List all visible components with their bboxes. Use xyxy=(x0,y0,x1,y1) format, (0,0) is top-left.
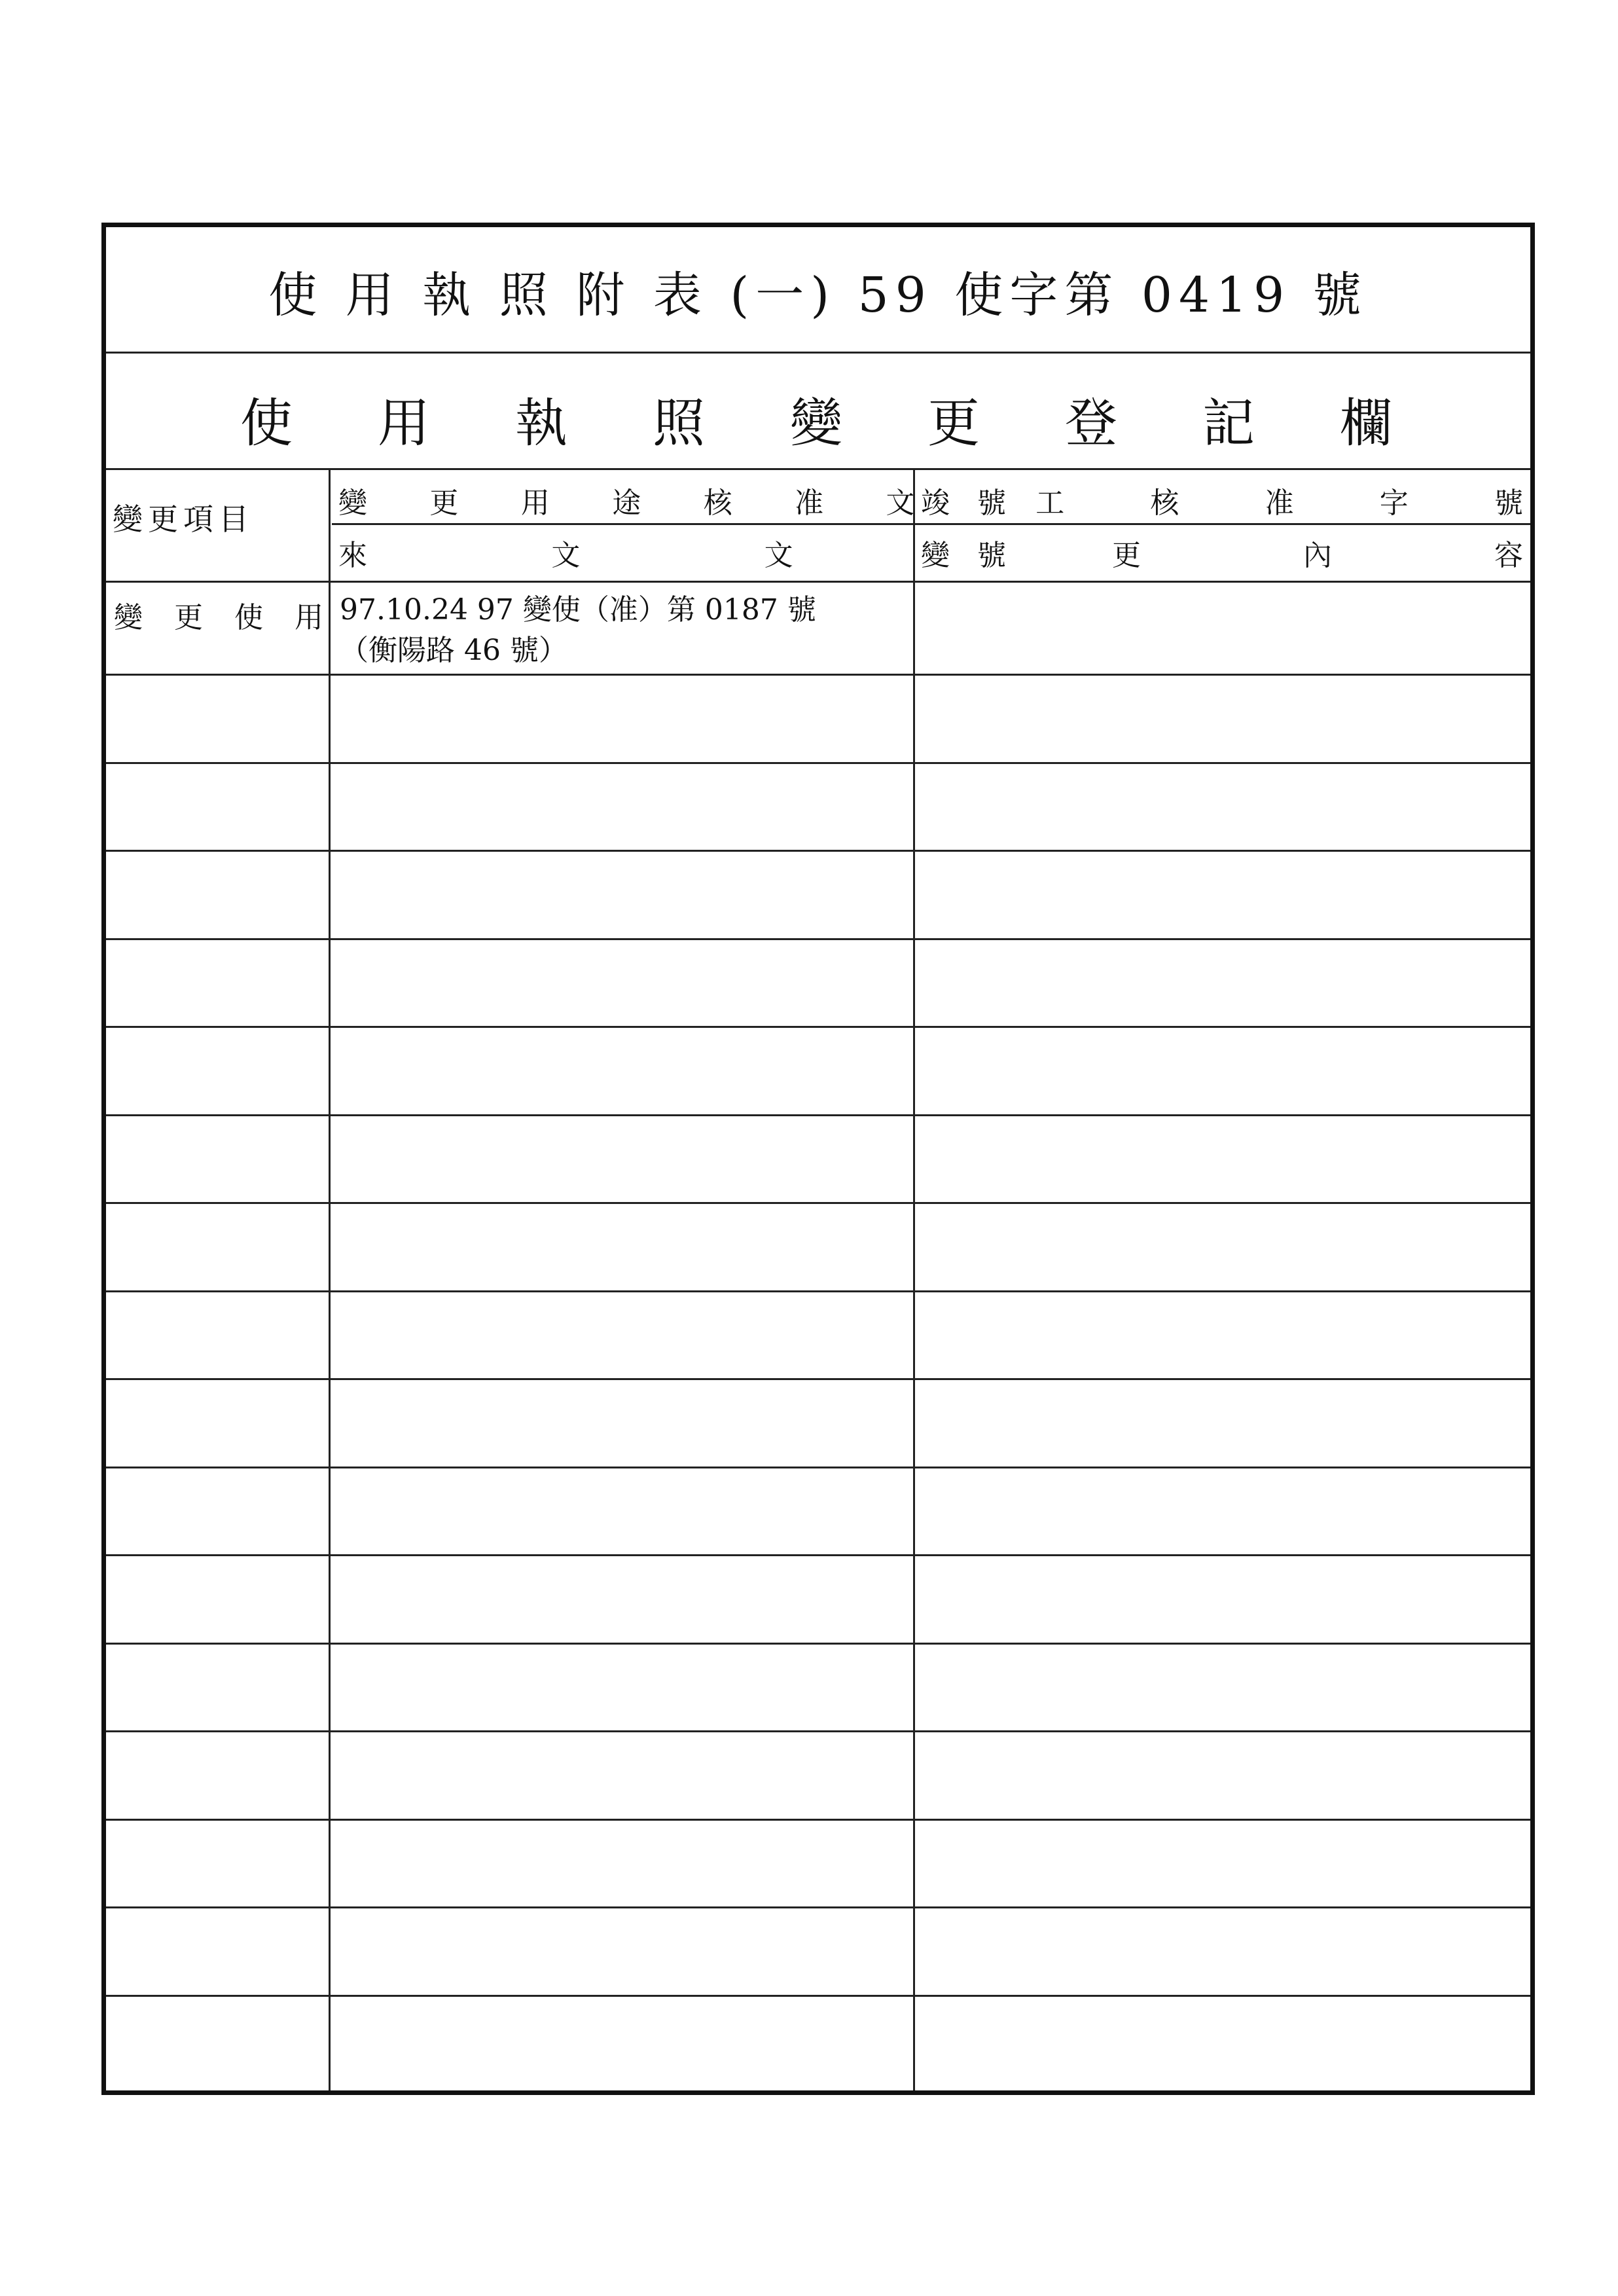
header-char: 來 xyxy=(338,539,367,572)
header-char: 用 xyxy=(520,486,550,520)
column-divider-1 xyxy=(329,468,331,2090)
row-line xyxy=(106,1026,1530,1028)
column-header-completion-approval-number xyxy=(921,479,1523,521)
header-char: 准 xyxy=(1265,486,1294,520)
header-char: 變 xyxy=(114,601,143,634)
header-char: 用 xyxy=(295,601,323,634)
header-char: 工 xyxy=(1035,486,1065,520)
header-subdivider xyxy=(332,523,1530,525)
header-char: 更 xyxy=(429,486,459,520)
header-char: 途 xyxy=(612,486,641,520)
row-line xyxy=(106,1643,1530,1645)
header-char: 字 xyxy=(1379,486,1409,520)
row-line xyxy=(106,1202,1530,1204)
row-line xyxy=(106,762,1530,764)
header-char: 文 xyxy=(551,539,581,572)
divider xyxy=(106,352,1530,354)
column-header-change-item: 變更項目 xyxy=(113,501,254,537)
row-doc-line-2: （衡陽路 46 號） xyxy=(340,634,567,667)
row-line xyxy=(106,1554,1530,1556)
form-title: 使 用 執 照 附 表 (一) 59 使字第 0419 號 xyxy=(268,267,1368,323)
header-char: 號 xyxy=(977,486,1006,520)
form-subtitle xyxy=(106,381,1530,460)
column-header-change-content xyxy=(921,532,1523,574)
row-line xyxy=(106,1114,1530,1116)
header-char: 號 xyxy=(1494,486,1523,520)
header-char: 變 xyxy=(338,486,367,520)
subtitle-char: 用 xyxy=(378,393,430,454)
usage-license-change-form xyxy=(101,223,1535,2095)
header-char: 准 xyxy=(795,486,824,520)
header-char: 文 xyxy=(886,486,915,520)
subtitle-char: 記 xyxy=(1202,393,1255,454)
header-char: 更 xyxy=(1112,539,1141,572)
row-line xyxy=(106,1290,1530,1292)
header-char: 號 xyxy=(977,539,1006,572)
column-divider-2 xyxy=(913,468,915,2090)
header-char: 變 xyxy=(921,539,950,572)
subtitle-char: 欄 xyxy=(1340,393,1392,454)
row-change-item xyxy=(114,594,323,636)
header-char: 容 xyxy=(1494,539,1523,572)
header-char: 使 xyxy=(234,601,263,634)
subtitle-char: 照 xyxy=(653,393,705,454)
column-header-incoming-doc xyxy=(338,532,1006,574)
header-char: 核 xyxy=(1150,486,1179,520)
subtitle-char: 使 xyxy=(240,393,293,454)
row-line xyxy=(106,850,1530,852)
subtitle-char: 更 xyxy=(927,393,980,454)
column-header-approval-doc-number xyxy=(338,479,1006,521)
header-char: 核 xyxy=(703,486,732,520)
row-line xyxy=(106,1467,1530,1468)
subtitle-char: 登 xyxy=(1065,393,1117,454)
subtitle-char: 執 xyxy=(515,393,567,454)
row-line xyxy=(106,1906,1530,1908)
row-line xyxy=(106,938,1530,940)
row-line xyxy=(106,1378,1530,1380)
header-char: 內 xyxy=(1303,539,1332,572)
subtitle-char: 變 xyxy=(790,393,842,454)
row-line xyxy=(106,1730,1530,1732)
header-bottom-line xyxy=(106,581,1530,583)
row-line xyxy=(106,1995,1530,1997)
row-doc-line-1: 97.10.24 97 變使（准）第 0187 號 xyxy=(340,593,816,627)
header-char: 更 xyxy=(174,601,203,634)
row-line xyxy=(106,1819,1530,1821)
row-line xyxy=(106,674,1530,676)
header-char: 文 xyxy=(764,539,793,572)
divider xyxy=(106,468,1530,470)
header-char: 竣 xyxy=(921,486,950,520)
